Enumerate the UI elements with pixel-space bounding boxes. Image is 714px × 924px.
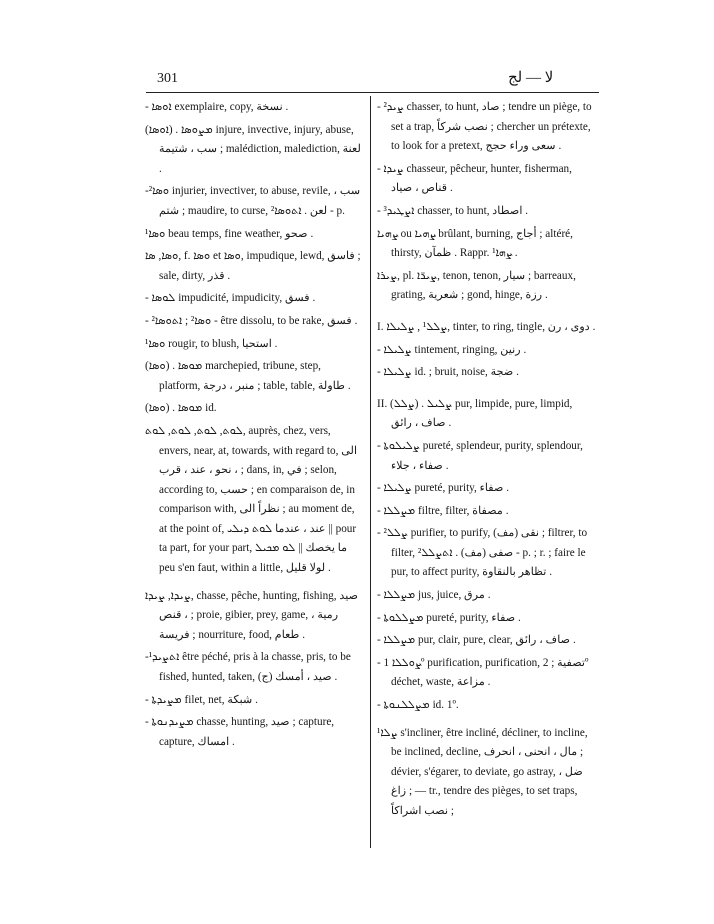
dictionary-entry: ܨܠܐ¹ s'incliner, être incliné, décliner, to incline, be inclined, decline, مال ، انحنى ، انحرف ; dévier, s'égarer, to deviate, go astray, ضل ، زاغ ; — tr., tendre des pièges, to set traps, نصب اشراكاً ; (377, 726, 588, 817)
right-column (377, 98, 599, 825)
dictionary-entry: - ܡܨܝܕܢܘܬܐ chasse, hunting, صيد ; capture, capture, امساك . (145, 716, 335, 748)
dictionary-entry: - ܡܨܝܕܬܐ filet, net, شبكة . (145, 693, 258, 706)
dictionary-entry: (ܘܣܐ) . ܡܘܣܐ id. (145, 402, 217, 415)
dictionary-entry: ܠܘܬ, ܠܘܬ, ܠܘܬ, ܠܘܬ, auprès, chez, vers, envers, near, at, towards, with regard to, الى ، نحو ، عند ، قرب ; dans, in, في ; selon, according to, حسب ; en comparaison de, in comparison with, نظراً الى ; au moment de, at the point of, عند ، عندما ܠܘܬ ܕܝܠܝ || pour ta part, for your part, ما يخصك || ܠܘ ܡܟܝܠ peu s'en faut, within a little, لولا قليل . (145, 424, 358, 575)
dictionary-entry: - ܨܘܠܠܐ 1º purification, purification, تصفية ; 2º déchet, waste, مزاعة . (377, 656, 589, 689)
dictionary-entry: - ܨܝܕ² chasser, to hunt, صاد ; tendre un piège, to set a trap, نصب شركاً ; chercher un prétexte, to look for a pretext, سعى وراء حجج . (377, 101, 592, 153)
dictionary-entry: - ܡܨܠܠܐ filtre, filter, مصفاة . (377, 504, 509, 517)
dictionary-entry: (ܐܘܣܐ) . ܡܨܘܣܐ injure, invective, injury, abuse, سب ، شتيمة ; malédiction, malediction, لعنة . (145, 123, 361, 175)
dictionary-entry: II. (ܨܠܠ) . ܨܠܝܠ pur, limpide, pure, limpid, صاف ، رائق . (377, 397, 573, 430)
dictionary-entry: ܘܣܐ¹ beau temps, fine weather, صحو . (145, 227, 314, 240)
dictionary-entry: - ܡܨܠܠܐ pur, clair, pure, clear, صاف ، رائق . (377, 634, 576, 647)
dictionary-entry: - ܐܨܛܝܕ³ chasser, to hunt, اصطاد . (377, 204, 529, 217)
dictionary-entry: - ܡܨܠܠܐ jus, juice, مرق . (377, 589, 491, 602)
dictionary-entry: ܨܝܪܐ, pl. ܨܝܪ̈ܐ, tenon, tenon, سيار ; barreaux, grating, شعرية ; gond, hinge, رزة . (377, 269, 576, 302)
left-column (145, 98, 363, 755)
column-divider (370, 96, 371, 848)
dictionary-entry: - ܨܠܝܠܐ id. ; bruit, noise, ضجة . (377, 366, 519, 379)
dictionary-entry: ܘܣܐ, ܣܐ, f. ܘܣܐ et ܘܣܐ, impudique, lewd, فاسق ; sale, dirty, قذر . (145, 250, 361, 282)
dictionary-entry: - ܨܠܠ² purifier, to purify, نقى (مف) ; filtrer, to filter, صفى (مف) . ܐܬܨܠܠ² - p. ; r. ; faire le pur, to affect purity, تظاهر بالنقاوة . (377, 527, 588, 579)
dictionary-entry: - ܠܘܣܐ impudicité, impudicity, فسق . (145, 292, 316, 305)
dictionary-entry: - ܨܠܝܠܘܬܐ pureté, splendeur, purity, splendour, صفاء ، جلاء . (377, 439, 583, 472)
dictionary-entry: - ܨܠܝܠܐ pureté, purity, صفاء . (377, 482, 510, 495)
dictionary-entry: -ܐܬܨܝܕ¹ être péché, pris à la chasse, pris, to be fished, hunted, taken, صيد ، أمسك (ج) . (145, 651, 351, 684)
dictionary-entry: - ܨܝܕܐ chasseur, pêcheur, hunter, fisherman, قناص ، صياد . (377, 162, 572, 195)
dictionary-entry: ܨܗܝܐ ou ܨܗܝܐ brûlant, burning, أجاج ; altéré, thirsty, ظمآن . Rappr. ܨܗܐ¹ . (377, 227, 573, 260)
running-head: لا — لج (508, 70, 554, 86)
dictionary-entry: ܨܝܕܐ, ܨܝܕܐ, chasse, pêche, hunting, fishing, صيد ، قنص ; proie, gibier, prey, game, رمية ، فريسة ; nourriture, food, طعام . (145, 589, 359, 641)
dictionary-entry: - ܐܘܣܐ exemplaire, copy, نسخة . (145, 101, 289, 113)
dictionary-entry: - ܡܨܠܠܘܬܐ pureté, purity, صفاء . (377, 611, 521, 624)
dictionary-entry: (ܘܣܐ) . ܡܘܣܐ marchepied, tribune, step, platform, منبر ، درجة ; table, table, طاولة . (145, 360, 351, 392)
dictionary-entry: - ܡܨܠܠܢܘܬܐ id. 1º. (377, 699, 459, 712)
dictionary-entry: - ܨܠܝܠܐ tintement, ringing, رنين . (377, 343, 527, 356)
dictionary-entry: -ܘܣܐ² injurier, invectiver, to abuse, revile, سب ، شتم ; maudire, to curse, لعن . ܐܬܘܣܐ² - p. (145, 185, 361, 217)
dictionary-entry: - ܘܣܐ² ; ܐܬܘܣܐ² - être dissolu, to be rake, فسق . (145, 314, 358, 327)
dictionary-entry: ܘܣܐ¹ rougir, to blush, استحيا . (145, 337, 278, 350)
dictionary-entry: I. ܨܠܠ¹ , ܨܠܝܠܐ, tinter, to ring, tingle, دوى ، رن . (377, 320, 596, 333)
page-number: 301 (157, 71, 178, 86)
header-rule (146, 92, 599, 93)
